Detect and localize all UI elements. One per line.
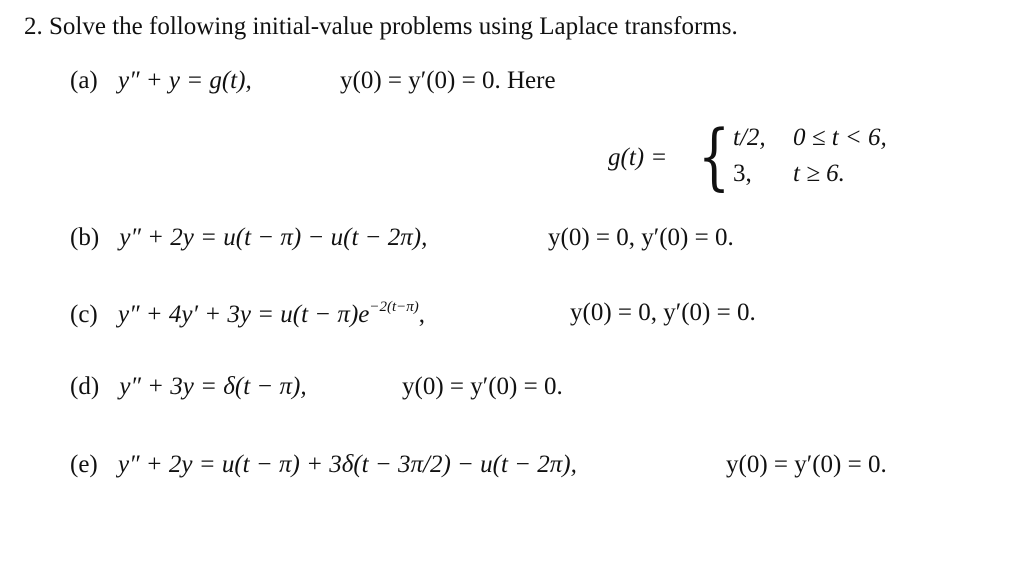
part-c xyxy=(70,300,425,327)
part-a xyxy=(70,68,252,93)
piecewise-lhs: g(t) = xyxy=(608,144,668,171)
part-e-equation: y″ + 2y = u(t − π) + 3δ(t − 3π/2) − u(t − 2π), xyxy=(118,451,577,478)
piecewise-definition xyxy=(608,114,920,198)
part-c-equation-tail: , xyxy=(418,301,426,328)
part-e-label: (e) xyxy=(70,451,98,478)
problem-title: 2. Solve the following initial-value problems using Laplace transforms. xyxy=(24,13,738,40)
part-c-exponent: −2(t−π) xyxy=(369,299,419,315)
piecewise-case-1-condition: 0 ≤ t < 6, xyxy=(793,124,887,151)
part-b xyxy=(70,225,427,250)
part-e-conditions: y(0) = y′(0) = 0. xyxy=(726,451,887,478)
part-b-equation: y″ + 2y = u(t − π) − u(t − 2π), xyxy=(119,224,428,251)
part-d-equation: y″ + 3y = δ(t − π), xyxy=(119,373,307,400)
part-d-label: (d) xyxy=(70,373,100,400)
part-a-conditions: y(0) = y′(0) = 0. Here xyxy=(340,67,556,94)
part-b-conditions: y(0) = 0, y′(0) = 0. xyxy=(548,224,734,251)
part-e xyxy=(70,452,577,477)
part-d xyxy=(70,374,307,399)
part-a-label: (a) xyxy=(70,67,98,94)
piecewise-case-2-condition: t ≥ 6. xyxy=(793,160,845,187)
part-c-conditions: y(0) = 0, y′(0) = 0. xyxy=(570,299,756,326)
part-a-equation: y″ + y = g(t), xyxy=(118,67,252,94)
piecewise-case-1-value: t/2, xyxy=(733,124,766,151)
part-b-label: (b) xyxy=(70,224,100,251)
part-c-label: (c) xyxy=(70,301,98,328)
part-c-equation-main: y″ + 4y′ + 3y = u(t − π)e xyxy=(118,301,370,328)
piecewise-brace-icon: { xyxy=(698,114,731,198)
part-d-conditions: y(0) = y′(0) = 0. xyxy=(402,373,563,400)
piecewise-case-2-value: 3, xyxy=(733,160,752,187)
